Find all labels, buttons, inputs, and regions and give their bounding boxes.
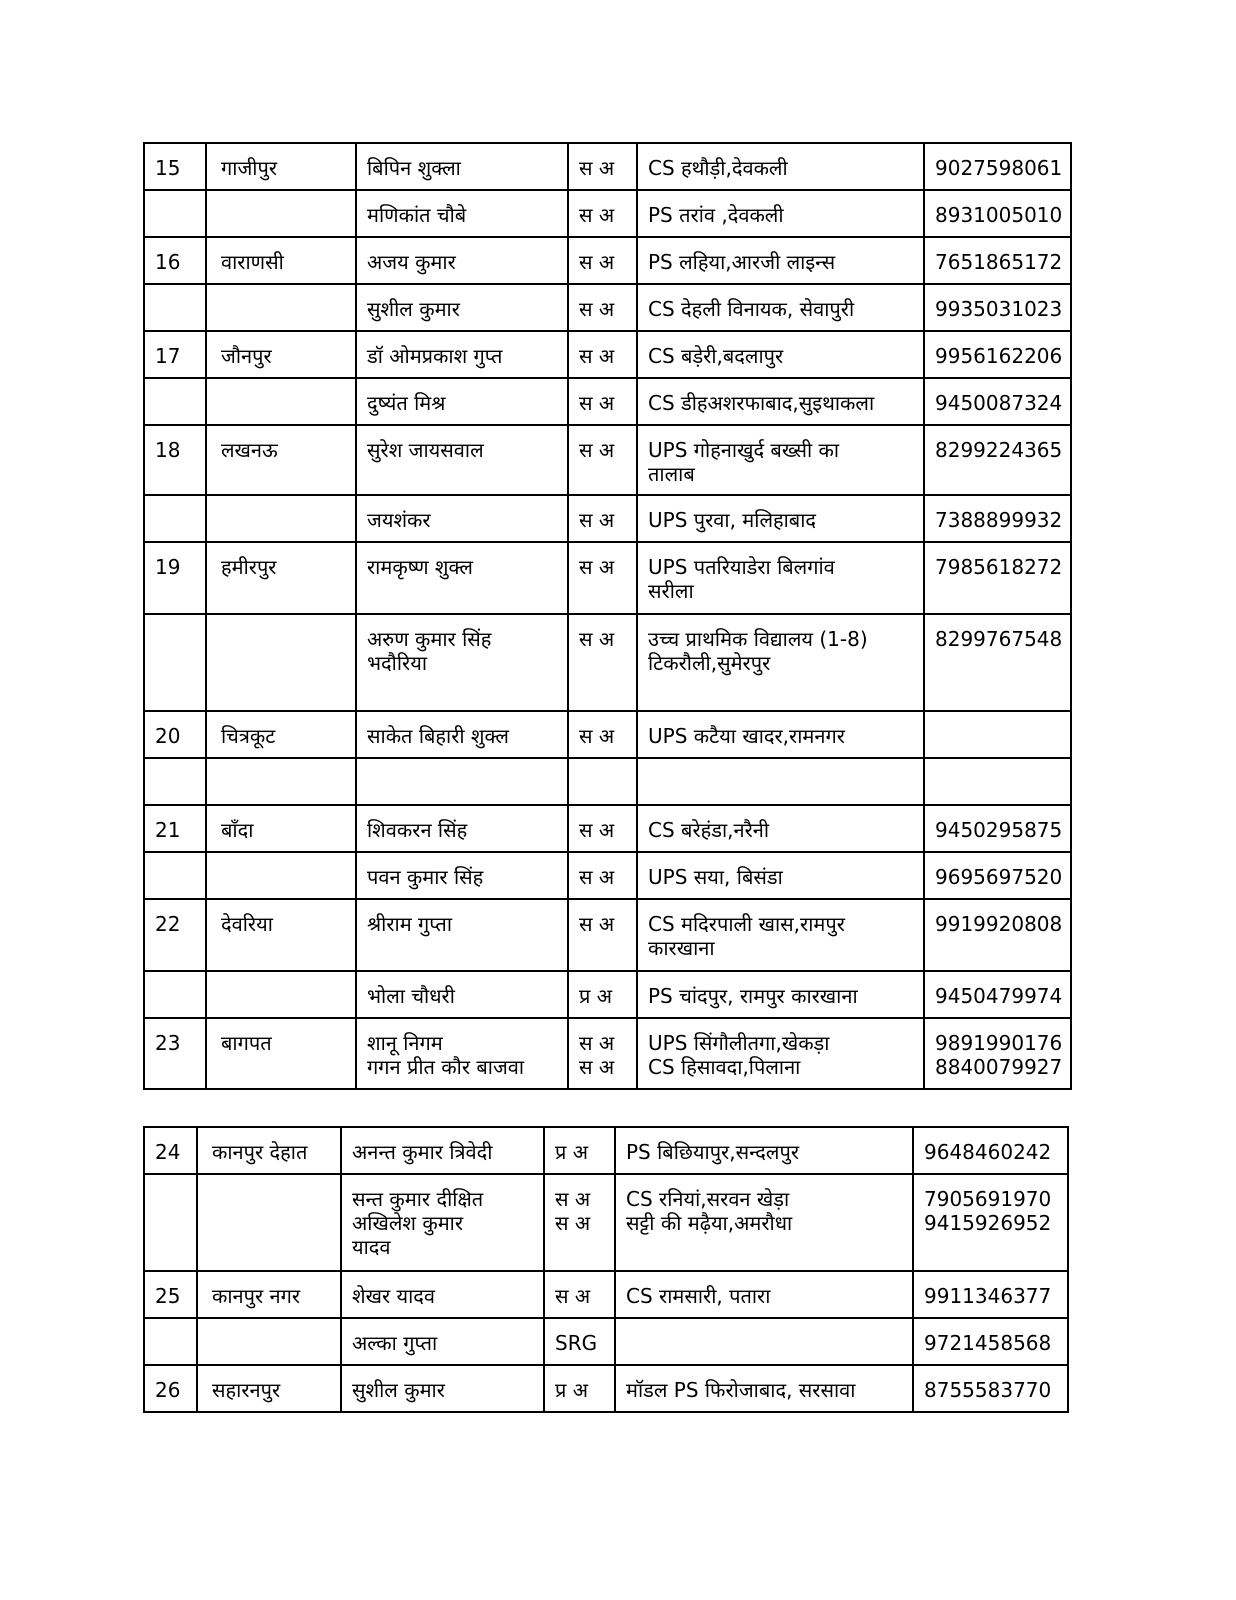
school-cell [615, 1318, 913, 1365]
mobile-number-cell: 9721458568 [913, 1318, 1068, 1365]
table-row [144, 614, 1071, 711]
mobile-number-cell: 9450295875 [924, 805, 1071, 852]
serial-number-cell [144, 190, 206, 237]
district-cell: जौनपुर [206, 331, 356, 378]
teacher-name-cell: अनन्त कुमार त्रिवेदी [341, 1127, 544, 1174]
teacher-name-cell: अल्का गुप्ता [341, 1318, 544, 1365]
district-cell [197, 1174, 341, 1271]
post-cell: स अ [568, 852, 637, 899]
post-cell: स अ [568, 495, 637, 542]
district-cell [206, 852, 356, 899]
school-cell: CS बड़ेरी,बदलापुर [637, 331, 924, 378]
district-cell: बागपत [206, 1018, 356, 1089]
table-row [144, 495, 1071, 542]
table-2-body [144, 1127, 1068, 1412]
district-cell: वाराणसी [206, 237, 356, 284]
post-cell: SRG [544, 1318, 615, 1365]
school-cell: UPS कटैया खादर,रामनगर [637, 711, 924, 758]
table-row [144, 971, 1071, 1018]
mobile-number-cell: 7985618272 [924, 542, 1071, 614]
district-cell [206, 284, 356, 331]
table-row [144, 542, 1071, 614]
mobile-number-cell: 8755583770 [913, 1365, 1068, 1412]
post-cell: स अ [568, 425, 637, 495]
post-cell: स अ [544, 1271, 615, 1318]
school-cell: CS रामसारी, पतारा [615, 1271, 913, 1318]
district-cell: लखनऊ [206, 425, 356, 495]
table-row [144, 758, 1071, 805]
district-cell [197, 1318, 341, 1365]
post-cell: स अ [568, 190, 637, 237]
teacher-name-cell: अजय कुमार [356, 237, 568, 284]
post-cell: स अ [568, 284, 637, 331]
post-cell: स अ [568, 805, 637, 852]
table-row [144, 805, 1071, 852]
post-cell: स अ [568, 614, 637, 711]
teacher-name-cell: सुशील कुमार [356, 284, 568, 331]
table-row [144, 1365, 1068, 1412]
teacher-name-cell: श्रीराम गुप्ता [356, 899, 568, 971]
serial-number-cell: 17 [144, 331, 206, 378]
serial-number-cell [144, 1174, 197, 1271]
mobile-number-cell: 8299767548 [924, 614, 1071, 711]
serial-number-cell [144, 852, 206, 899]
table-row [144, 284, 1071, 331]
teacher-name-cell: शिवकरन सिंह [356, 805, 568, 852]
school-cell: मॉडल PS फिरोजाबाद, सरसावा [615, 1365, 913, 1412]
teacher-name-cell: शानू निगम गगन प्रीत कौर बाजवा [356, 1018, 568, 1089]
school-cell: UPS पुरवा, मलिहाबाद [637, 495, 924, 542]
district-cell: सहारनपुर [197, 1365, 341, 1412]
teacher-name-cell: जयशंकर [356, 495, 568, 542]
teacher-name-cell: अरुण कुमार सिंह भदौरिया [356, 614, 568, 711]
school-cell: UPS गोहनाखुर्द बख्सी का तालाब [637, 425, 924, 495]
district-cell: बाँदा [206, 805, 356, 852]
mobile-number-cell: 7651865172 [924, 237, 1071, 284]
serial-number-cell: 26 [144, 1365, 197, 1412]
serial-number-cell [144, 284, 206, 331]
teacher-name-cell: पवन कुमार सिंह [356, 852, 568, 899]
post-cell: स अ स अ [544, 1174, 615, 1271]
table-row [144, 899, 1071, 971]
serial-number-cell: 19 [144, 542, 206, 614]
post-cell: स अ [568, 899, 637, 971]
school-cell: PS बिछियापुर,सन्दलपुर [615, 1127, 913, 1174]
serial-number-cell [144, 495, 206, 542]
teacher-name-cell: सुशील कुमार [341, 1365, 544, 1412]
district-cell [206, 495, 356, 542]
serial-number-cell [144, 614, 206, 711]
school-cell: UPS सया, बिसंडा [637, 852, 924, 899]
mobile-number-cell: 8931005010 [924, 190, 1071, 237]
table-row [144, 1174, 1068, 1271]
district-cell [206, 378, 356, 425]
table-row [144, 425, 1071, 495]
school-cell: UPS सिंगौलीतगा,खेकड़ा CS हिसावदा,पिलाना [637, 1018, 924, 1089]
mobile-number-cell: 9911346377 [913, 1271, 1068, 1318]
post-cell: स अ [568, 378, 637, 425]
school-cell [637, 758, 924, 805]
table-row [144, 378, 1071, 425]
serial-number-cell [144, 1318, 197, 1365]
mobile-number-cell: 8299224365 [924, 425, 1071, 495]
teacher-name-cell: मणिकांत चौबे [356, 190, 568, 237]
teacher-name-cell: भोला चौधरी [356, 971, 568, 1018]
teacher-name-cell: बिपिन शुक्ला [356, 143, 568, 190]
mobile-number-cell: 9891990176 8840079927 [924, 1018, 1071, 1089]
serial-number-cell: 25 [144, 1271, 197, 1318]
school-cell: CS डीहअशरफाबाद,सुइथाकला [637, 378, 924, 425]
post-cell: स अ [568, 143, 637, 190]
teacher-name-cell: सन्त कुमार दीक्षित अखिलेश कुमार यादव [341, 1174, 544, 1271]
mobile-number-cell: 9919920808 [924, 899, 1071, 971]
serial-number-cell: 18 [144, 425, 206, 495]
district-cell: चित्रकूट [206, 711, 356, 758]
district-cell [206, 190, 356, 237]
table-row [144, 1018, 1071, 1089]
serial-number-cell [144, 758, 206, 805]
post-cell: स अ [568, 711, 637, 758]
mobile-number-cell: 7388899932 [924, 495, 1071, 542]
mobile-number-cell: 9648460242 [913, 1127, 1068, 1174]
table-1-body [144, 143, 1071, 1089]
mobile-number-cell: 9450479974 [924, 971, 1071, 1018]
post-cell: स अ [568, 331, 637, 378]
school-cell: CS रनियां,सरवन खेड़ा सट्टी की मढ़ैया,अमरौधा [615, 1174, 913, 1271]
table-row [144, 190, 1071, 237]
teacher-name-cell: सुरेश जायसवाल [356, 425, 568, 495]
mobile-number-cell [924, 758, 1071, 805]
post-cell: प्र अ [544, 1127, 615, 1174]
post-cell [568, 758, 637, 805]
serial-number-cell [144, 378, 206, 425]
serial-number-cell: 16 [144, 237, 206, 284]
serial-number-cell: 22 [144, 899, 206, 971]
mobile-number-cell: 9695697520 [924, 852, 1071, 899]
district-cell [206, 971, 356, 1018]
mobile-number-cell [924, 711, 1071, 758]
district-cell: कानपुर देहात [197, 1127, 341, 1174]
table-row [144, 1271, 1068, 1318]
serial-number-cell [144, 971, 206, 1018]
teacher-name-cell: दुष्यंत मिश्र [356, 378, 568, 425]
district-cell: कानपुर नगर [197, 1271, 341, 1318]
mobile-number-cell: 9027598061 [924, 143, 1071, 190]
school-cell: CS देहली विनायक, सेवापुरी [637, 284, 924, 331]
table-row [144, 1127, 1068, 1174]
school-cell: UPS पतरियाडेरा बिलगांव सरीला [637, 542, 924, 614]
teacher-name-cell [356, 758, 568, 805]
district-cell: गाजीपुर [206, 143, 356, 190]
mobile-number-cell: 9956162206 [924, 331, 1071, 378]
school-cell: CS हथौड़ी,देवकली [637, 143, 924, 190]
table-row [144, 1318, 1068, 1365]
school-cell: CS मदिरपाली खास,रामपुर कारखाना [637, 899, 924, 971]
teacher-name-cell: शेखर यादव [341, 1271, 544, 1318]
table-row [144, 852, 1071, 899]
mobile-number-cell: 7905691970 9415926952 [913, 1174, 1068, 1271]
school-cell: PS तरांव ,देवकली [637, 190, 924, 237]
serial-number-cell: 21 [144, 805, 206, 852]
post-cell: स अ [568, 542, 637, 614]
table-row [144, 237, 1071, 284]
serial-number-cell: 23 [144, 1018, 206, 1089]
school-cell: PS लहिया,आरजी लाइन्स [637, 237, 924, 284]
teacher-table-1 [143, 142, 1072, 1090]
mobile-number-cell: 9450087324 [924, 378, 1071, 425]
post-cell: प्र अ [544, 1365, 615, 1412]
school-cell: उच्च प्राथमिक विद्यालय (1-8) टिकरौली,सुमेरपुर [637, 614, 924, 711]
school-cell: CS बरेहंडा,नरैनी [637, 805, 924, 852]
district-cell [206, 614, 356, 711]
school-cell: PS चांदपुर, रामपुर कारखाना [637, 971, 924, 1018]
district-cell: देवरिया [206, 899, 356, 971]
table-row [144, 331, 1071, 378]
serial-number-cell: 24 [144, 1127, 197, 1174]
table-row [144, 711, 1071, 758]
district-cell: हमीरपुर [206, 542, 356, 614]
teacher-name-cell: साकेत बिहारी शुक्ल [356, 711, 568, 758]
teacher-table-2 [143, 1126, 1069, 1413]
serial-number-cell: 15 [144, 143, 206, 190]
post-cell: स अ स अ [568, 1018, 637, 1089]
post-cell: प्र अ [568, 971, 637, 1018]
mobile-number-cell: 9935031023 [924, 284, 1071, 331]
teacher-name-cell: डॉ ओमप्रकाश गुप्त [356, 331, 568, 378]
table-row [144, 143, 1071, 190]
post-cell: स अ [568, 237, 637, 284]
teacher-name-cell: रामकृष्ण शुक्ल [356, 542, 568, 614]
district-cell [206, 758, 356, 805]
serial-number-cell: 20 [144, 711, 206, 758]
